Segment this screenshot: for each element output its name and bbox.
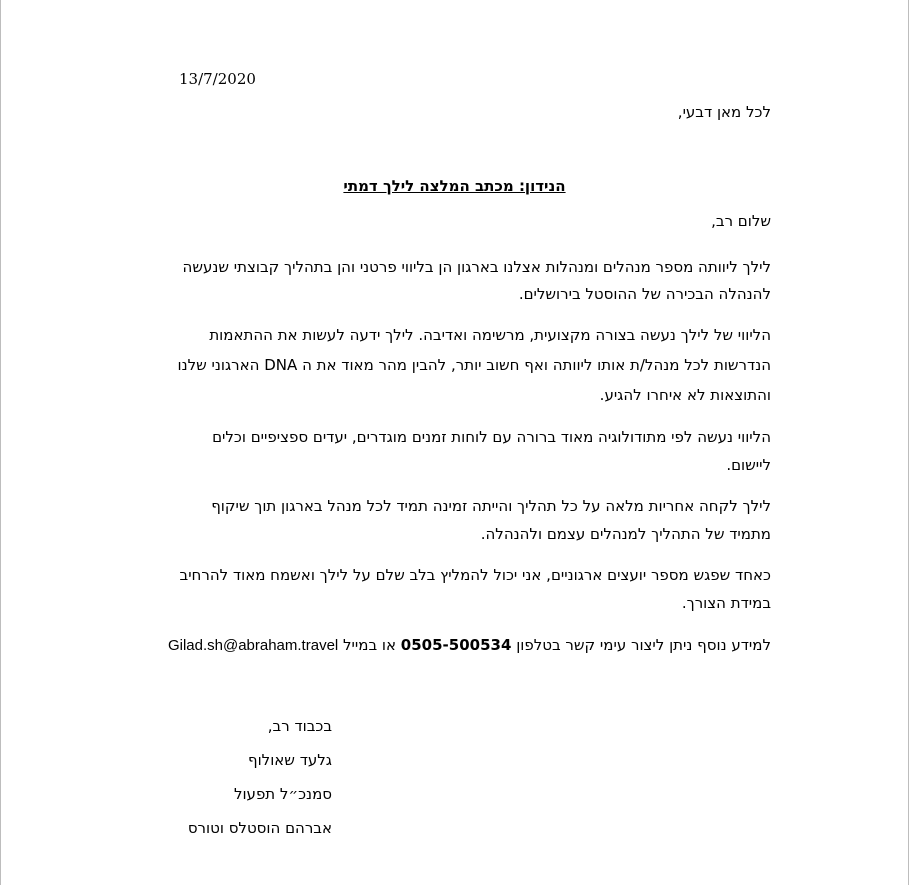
- paragraph-2-line-1: הליווי של לילך נעשה בצורה מקצועית, מרשימה ואדיבה. לילך ידעה לעשות את ההתאמות: [209, 326, 771, 344]
- contact-line: [168, 635, 771, 656]
- paragraph-2-line-2: הנדרשות לכל מנהל/ת אותו ליוותה ואף חשוב יותר, להבין מהר מאוד את ה DNA הארגוני שלנו: [177, 356, 771, 374]
- paragraph-3-line-2: ליישום.: [726, 456, 771, 474]
- signature-name: גלעד שאולוף: [247, 751, 332, 769]
- recipient-line: לכל מאן דבעי,: [677, 103, 771, 121]
- letter-subject: הנידון: מכתב המלצה לילך דמתי: [343, 177, 566, 195]
- contact-phone: 0505-500534: [400, 636, 512, 654]
- paragraph-4-line-1: לילך לקחה אחריות מלאה על כל תהליך והייתה זמינה תמיד לכל מנהל בארגון תוך שיקוף: [211, 497, 771, 515]
- paragraph-1-line-2: להנהלה הבכירה של ההוסטל בירושלים.: [518, 285, 771, 303]
- paragraph-1-line-1: לילך ליוותה מספר מנהלים ומנהלות אצלנו בארגון הן בליווי פרטני והן בתהליך קבוצתי שנעשה: [182, 258, 771, 276]
- paragraph-3-line-1: הליווי נעשה לפי מתודולוגיה מאוד ברורה עם לוחות זמנים מוגדרים, יעדים ספציפיים וכלים: [212, 428, 771, 446]
- paragraph-5-line-2: במידת הצורך.: [681, 594, 771, 612]
- contact-or-mail: או במייל: [343, 636, 397, 654]
- signature-company: אברהם הוסטלס וטורס: [187, 819, 332, 837]
- paragraph-2-line-3: והתוצאות לא איחרו להגיע.: [599, 386, 771, 404]
- paragraph-4-line-2: מתמיד של התהליך למנהלים עצמם ולהנהלה.: [480, 525, 771, 543]
- closing: בכבוד רב,: [267, 717, 332, 735]
- contact-email: Gilad.sh@abraham.travel: [167, 637, 339, 654]
- contact-text: למידע נוסף ניתן ליצור עימי קשר בטלפון: [516, 636, 771, 654]
- signature-title: סמנכ״ל תפעול: [233, 785, 332, 803]
- letter-date: 13/7/2020: [179, 70, 256, 88]
- greeting: שלום רב,: [711, 212, 771, 230]
- paragraph-5-line-1: כאחד שפגש מספר יועצים ארגוניים, אני יכול להמליץ בלב שלם על לילך ואשמח מאוד להרחיב: [179, 566, 771, 584]
